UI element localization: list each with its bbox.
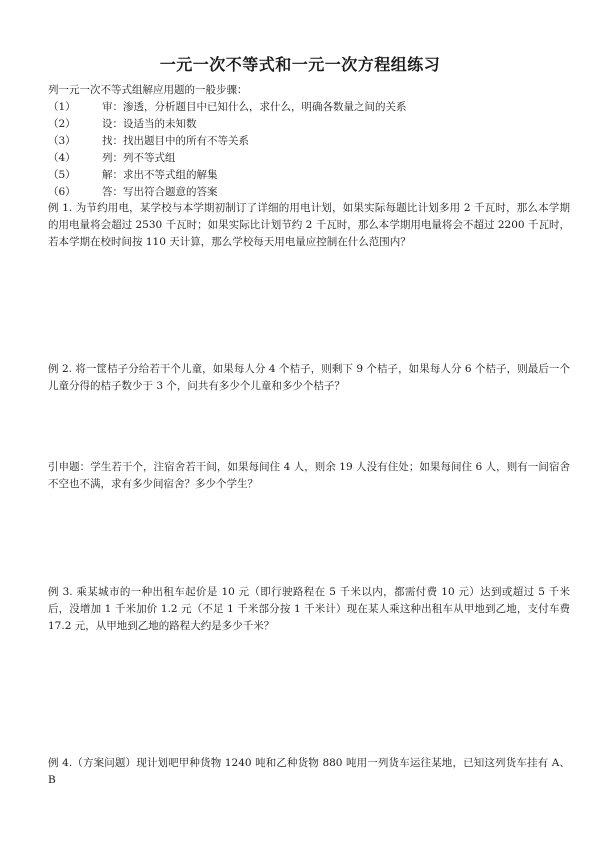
steps-list: [48, 99, 570, 201]
intro-text: 列一元一次不等式组解应用题的一般步骤：: [48, 84, 248, 96]
step-item: [48, 99, 570, 116]
step-text: 找：找出题目中的所有不等关系: [102, 135, 249, 147]
extension-problem: 引申题：学生若干个，注宿舍若干间，如果每间住 4 人，则余 19 人没有住处；如果每间住 6 人，则有一间宿舍不空也不满，求有多少间宿舍？多少个学生？: [48, 461, 570, 490]
step-number: （1）: [48, 101, 76, 113]
step-number: （6）: [48, 186, 76, 198]
example-2: 例 2. 将一筐桔子分给若干个儿童，如果每人分 4 个桔子，则剩下 9 个桔子，如果每人分 6 个桔子，则最后一个儿童分得的桔子数少于 3 个，问共有多少个儿童和多少个桔子？: [48, 363, 570, 392]
step-item: [48, 184, 570, 201]
step-number: （2）: [48, 118, 76, 130]
step-text: 审：渗透，分析题目中已知什么，求什么，明确各数量之间的关系: [102, 101, 407, 113]
step-text: 解：求出不等式组的解集: [102, 169, 218, 181]
step-text: 列：列不等式组: [102, 152, 176, 164]
step-item: [48, 150, 570, 167]
step-number: （3）: [48, 135, 76, 147]
step-text: 设：设适当的未知数: [102, 118, 197, 130]
example-3: 例 3. 乘某城市的一种出租车起价是 10 元（即行驶路程在 5 千米以内，都需付费 10 元）达到或超过 5 千米后，没增加 1 千米加价 1.2 元（不足 1 千米部分按 1 千米计）现在某人乘这种出租车从甲地到乙地，支付车费 17.2 元，从甲地到乙地的路程大约是多少千米？: [48, 586, 570, 632]
step-number: （5）: [48, 169, 76, 181]
example-4: 例 4.（方案问题）现计划吧甲种货物 1240 吨和乙种货物 880 吨用一列货车运往某地，已知这列货车挂有 A、B: [48, 757, 570, 786]
page-title: 一元一次不等式和一元一次方程组练习: [159, 55, 441, 74]
step-text: 答：写出符合题意的答案: [102, 186, 218, 198]
step-item: [48, 116, 570, 133]
example-1: 例 1. 为节约用电，某学校与本学期初制订了详细的用电计划，如果实际每题比计划多用 2 千瓦时，那么本学期的用电量将会超过 2530 千瓦时；如果实际比计划节约 2 千瓦时，那么本学期用电量将会不超过 2200 千瓦时，若本学期在校时间按 110 天计算，那么学校每天用电量应控制在什么范围内？: [48, 202, 570, 248]
step-number: （4）: [48, 152, 76, 164]
step-item: [48, 133, 570, 150]
step-item: [48, 167, 570, 184]
